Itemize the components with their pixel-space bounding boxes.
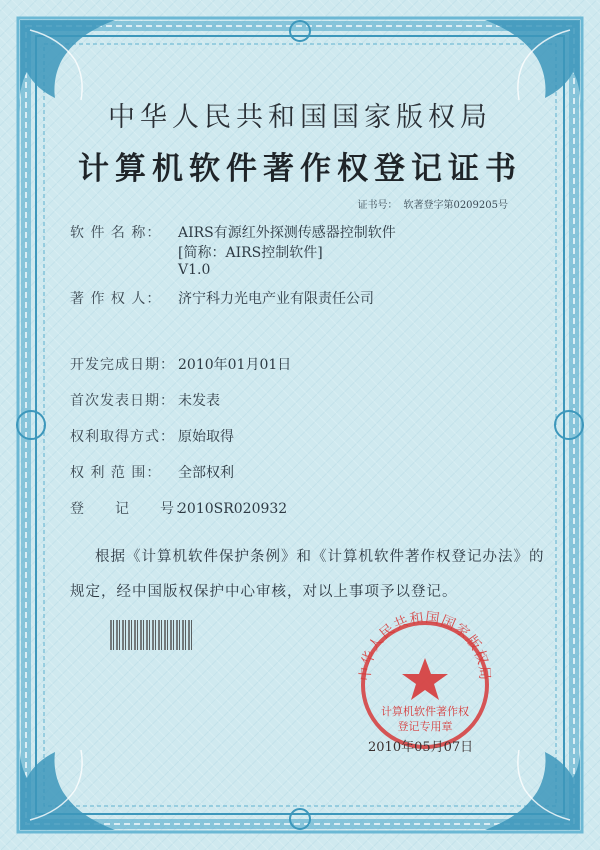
seal-outer-text: 中华人民共和国国家版权局 — [357, 610, 493, 682]
cert-no-value: 软著登字第0209205号 — [403, 200, 508, 211]
certificate-number — [357, 196, 508, 211]
seal-date: 2010年05月07日 — [368, 740, 474, 755]
owner-value: 济宁科力光电产业有限责任公司 — [178, 291, 374, 307]
scope-value: 全部权利 — [178, 465, 234, 481]
owner-label: 著 作 权 人： — [70, 291, 162, 307]
short-name-value: [简称：AIRS控制软件] — [178, 245, 323, 261]
seal-inner-line-1: 计算机软件著作权 — [381, 705, 469, 718]
software-name-value: AIRS有源红外探测传感器控制软件 — [178, 225, 396, 241]
cert-no-label: 证书号： — [357, 200, 398, 211]
star-icon — [402, 658, 448, 700]
dev-date-row — [70, 354, 291, 374]
publish-date-label: 首次发表日期： — [70, 393, 175, 409]
reg-no-label: 登 记 号： — [70, 501, 190, 517]
dev-date-value: 2010年01月01日 — [178, 357, 292, 373]
scope-label: 权 利 范 围： — [70, 465, 162, 481]
scope-row — [70, 462, 234, 482]
seal-inner-line-2: 登记专用章 — [397, 720, 453, 733]
statement-line-1: 根据《计算机软件保护条例》和《计算机软件著作权登记办法》的 — [95, 549, 545, 565]
reg-no-value: 2010SR020932 — [178, 501, 288, 517]
issuing-authority: 中华人民共和国国家版权局 — [108, 102, 492, 133]
software-name-row — [70, 222, 396, 242]
publish-date-value: 未发表 — [178, 393, 220, 409]
statement-line-2: 规定，经中国版权保护中心审核，对以上事项予以登记。 — [70, 584, 458, 600]
acquire-label: 权利取得方式： — [70, 429, 175, 445]
publish-date-row — [70, 390, 220, 410]
barcode-icon — [110, 620, 192, 650]
software-name-label: 软 件 名 称： — [70, 225, 162, 241]
reg-no-row — [70, 498, 287, 518]
acquire-row — [70, 426, 234, 446]
dev-date-label: 开发完成日期： — [70, 357, 175, 373]
certificate-title: 计算机软件著作权登记证书 — [78, 151, 522, 187]
owner-row — [70, 288, 374, 308]
acquire-value: 原始取得 — [178, 429, 234, 445]
version-value: V1.0 — [178, 262, 211, 278]
official-seal — [350, 610, 500, 750]
